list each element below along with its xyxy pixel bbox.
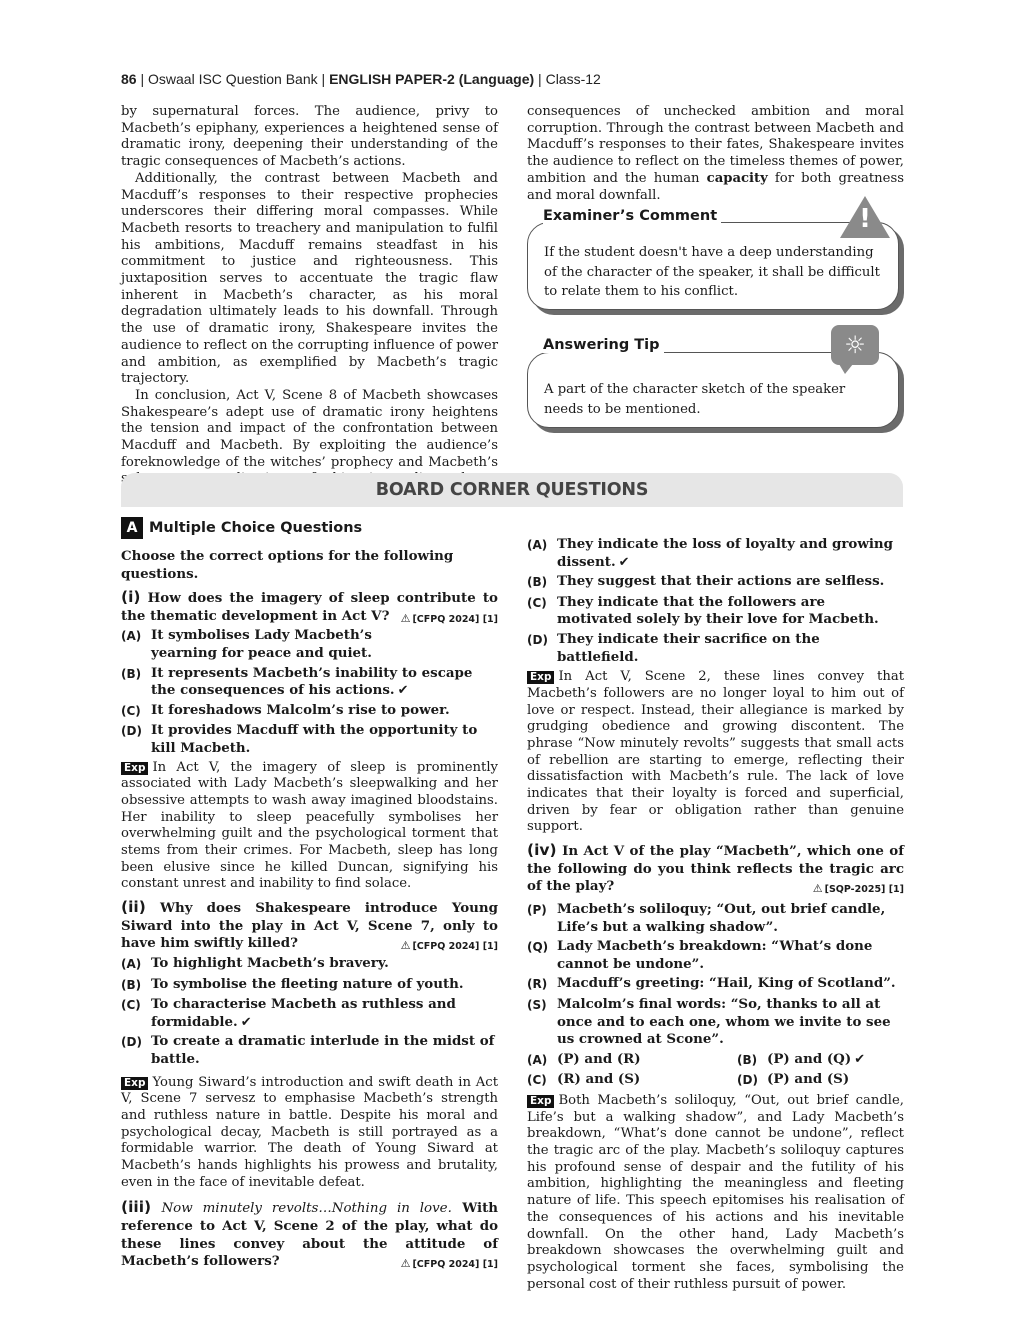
exp-badge: Exp xyxy=(527,1095,554,1108)
question-number: (iii) xyxy=(121,1198,152,1217)
warning-small-icon: ⚠ xyxy=(400,611,411,625)
correct-check-icon: ✔ xyxy=(854,1051,866,1067)
correct-check-icon: ✔ xyxy=(618,554,630,570)
option: (B) To symbolise the fleeting nature of youth. xyxy=(121,975,464,992)
warning-small-icon: ⚠ xyxy=(812,882,823,896)
question-number: (ii) xyxy=(121,898,146,917)
board-corner-banner: BOARD CORNER QUESTIONS xyxy=(121,473,903,507)
question-stem: (iv) In Act V of the play “Macbeth”, which one of the following do you think reflects the tragic arc of the play? ⚠ [SQP-2025] [1] xyxy=(527,842,904,896)
option: (C) They indicate that the followers are motivated solely by their love for Macbeth. xyxy=(527,593,879,628)
explanation: Exp In Act V, the imagery of sleep is prominently associated with Lady Macbeth’s sleepwalking and her obsessive attempts to wash away imagined bloodstains. Her inability to sleep peacefully symbolises her overwhelming guilt and the psychological torment that stems from their crimes. For Macbeth, sleep has long been elusive since he killed Duncan, signifying his constant unrest and inability to find solace. xyxy=(121,759,498,892)
essay-left-column xyxy=(121,104,498,505)
essay-paragraph: by supernatural forces. The audience, privy to Macbeth’s epiphany, experiences a heightened sense of dramatic irony, deepening their understanding of the tragic consequences of Macbeth’s actions. xyxy=(121,104,498,170)
section-letter: A xyxy=(121,517,143,539)
essay-paragraph: Additionally, the contrast between Macbeth and Macduff’s responses to their respective prophecies underscores their differing moral compasses. While Macbeth resorts to treachery and manipulation to fulfil his ambitions, Macduff remains steadfast in his commitment to justice and righteousness. This juxtaposition serves to accentuate the tragic flaw inherent in Macbeth’s character, as his moral degradation ultimately leads to his downfall. Through the use of dramatic irony, Shakespeare invites the audience to reflect on the corrupting influence of power and ambition, as exemplified by Macbeth’s tragic trajectory. xyxy=(121,170,498,387)
exp-badge: Exp xyxy=(527,671,554,684)
class-name: Class-12 xyxy=(545,71,601,87)
explanation: Exp Both Macbeth’s soliloquy, “Out, out brief candle, Life’s but a walking shadow”, and Lady Macbeth’s breakdown, “What’s done cannot be undone”, reflect the tragic arc of the play. Macbeth’s soliloquy captures his profound sense of despair and the futility of his ambition, highlighting the meaningless and fleeting nature of life. This speech epitomises his realisation of the consequences of his actions and his inevitable downfall. On the other hand, Lady Macbeth’s breakdown showcases the overwhelming guilt and psychological torment she faces, symbolising the personal cost of their ruthless pursuit of power. xyxy=(527,1092,904,1292)
essay-paragraph: In conclusion, Act V, Scene 8 of Macbeth showcases Shakespeare’s adept use of dramatic irony heightens the tension and impact of the confrontation between Macduff and Macbeth. By exploiting the audience’s foreknowledge of the witches’ prophecy and Macbeth’s xyxy=(121,387,498,470)
subject-name: ENGLISH PAPER-2 (Language) xyxy=(329,71,535,87)
explanation: Exp Young Siward’s introduction and swift death in Act V, Scene 7 servesz to emphasise Macbeth’s strength and ruthless nature in battle. Despite his moral and psychological decay, Macbeth is still portrayed as a formidable warrior. The death of Young Siward at Macbeth’s hands highlights his prowess and brutality, even in the face of inevitable defeat. xyxy=(121,1074,498,1190)
question-stem: (i) How does the imagery of sleep contribute to the thematic development in Act V? ⚠ [CFPQ 2024] [1] xyxy=(121,589,498,625)
statement: (Q) Lady Macbeth’s breakdown: “What’s done cannot be undone”. xyxy=(527,938,873,972)
examiner-comment-text: If the student doesn't have a deep understanding of the character of the speaker, it shall be difficult to relate them to his conflict. xyxy=(544,245,880,299)
question-source: ⚠ [CFPQ 2024] [1] xyxy=(400,939,498,953)
essay-paragraph: consequences of unchecked ambition and moral corruption. Through the contrast between Macbeth and Macduff’s responses to their fates, Shakespeare invites the audience to reflect on the timeless themes of power, ambition and the human capacity for both greatness and moral downfall. xyxy=(527,104,904,203)
option: (D) (P) and (S) xyxy=(737,1071,850,1088)
page-number: 86 xyxy=(121,71,137,87)
statement: (S) Malcolm’s final words: “So, thanks to all at once and to each one, whom we invite to see us crowned at Scone”. xyxy=(527,995,891,1048)
option: (D) It provides Macduff with the opportunity to kill Macbeth. xyxy=(121,722,478,756)
answering-tip-text: A part of the character sketch of the speaker needs to be mentioned. xyxy=(544,382,846,417)
option: (C) It foreshadows Malcolm’s rise to power. xyxy=(121,701,450,718)
options-grid xyxy=(527,1051,904,1090)
question-stem: (ii) Why does Shakespeare introduce Young Siward into the play in Act V, Scene 7, only to have him swiftly killed? ⚠ [CFPQ 2024] [1] xyxy=(121,899,498,953)
essay-right-column xyxy=(527,104,904,204)
option: (C) (R) and (S) xyxy=(527,1071,641,1088)
instruction: Choose the correct options for the following questions. xyxy=(121,548,454,582)
section-title: Multiple Choice Questions xyxy=(149,520,363,536)
option: (A) (P) and (R) xyxy=(527,1050,641,1067)
correct-check-icon: ✔ xyxy=(397,683,409,699)
exp-badge: Exp xyxy=(121,762,148,775)
option: (D) To create a dramatic interlude in the midst of battle. xyxy=(121,1033,495,1067)
option-correct: (B) It represents Macbeth’s inability to escape the consequences of his actions. ✔ xyxy=(121,664,473,699)
explanation: Exp In Act V, Scene 2, these lines convey that Macbeth’s followers are no longer loyal to him out of love or respect. Instead, their allegiance is marked by grudging obedience and growing discontent. The phrase “Now minutely revolts” suggests that small acts of rebellion are starting to emerge, reflecting their dissatisfaction with Macbeth’s rule. The lack of love indicates that their loyalty is forced and superficial, driven by fear or obligation rather than genuine support. xyxy=(527,669,904,835)
option: (A) To highlight Macbeth’s bravery. xyxy=(121,954,389,971)
option-correct: (A) They indicate the loss of loyalty and growing dissent. ✔ xyxy=(527,536,894,570)
questions-left-column xyxy=(121,548,498,1274)
question-number: (iv) xyxy=(527,841,557,860)
option: (B) They suggest that their actions are selfless. xyxy=(527,573,885,590)
question-stem: (iii) Now minutely revolts…Nothing in love. With reference to Act V, Scene 2 of the play, what do these lines convey about the attitude of Macbeth’s followers? ⚠ [CFPQ 2024] [1] xyxy=(121,1199,498,1270)
questions-right-column xyxy=(527,534,904,1293)
option: (A) It symbolises Lady Macbeth’s yearning for peace and quiet. xyxy=(121,627,372,661)
warning-small-icon: ⚠ xyxy=(400,939,411,953)
question-quote: Now minutely revolts…Nothing in love. xyxy=(161,1201,452,1217)
option: (D) They indicate their sacrifice on the battlefield. xyxy=(527,630,820,665)
answering-tip-title: Answering Tip xyxy=(543,337,664,353)
correct-check-icon: ✔ xyxy=(240,1014,252,1030)
question-source: ⚠ [CFPQ 2024] [1] xyxy=(400,611,498,625)
examiner-comment-title: Examiner’s Comment xyxy=(543,208,721,224)
statement: (P) Macbeth’s soliloquy; “Out, out brief candle, Life’s but a walking shadow”. xyxy=(527,900,886,935)
series-name: Oswaal ISC Question Bank xyxy=(148,71,318,87)
exp-badge: Exp xyxy=(121,1077,148,1090)
statement: (R) Macduff’s greeting: “Hail, King of Scotland”. xyxy=(527,975,896,992)
section-heading xyxy=(121,517,362,539)
running-header: 86 | Oswaal ISC Question Bank | ENGLISH PAPER-2 (Language) | Class-12 xyxy=(121,71,601,87)
question-number: (i) xyxy=(121,588,141,607)
option-correct: (B) (P) and (Q) ✔ xyxy=(737,1050,866,1067)
warning-icon-mark: ! xyxy=(859,204,871,234)
question-source: ⚠ [CFPQ 2024] [1] xyxy=(400,1257,498,1271)
option-correct: (C) To characterise Macbeth as ruthless and formidable. ✔ xyxy=(121,996,456,1030)
lightbulb-icon: ☼ xyxy=(831,325,879,365)
question-source: ⚠ [SQP-2025] [1] xyxy=(812,882,904,896)
warning-small-icon: ⚠ xyxy=(400,1257,411,1271)
